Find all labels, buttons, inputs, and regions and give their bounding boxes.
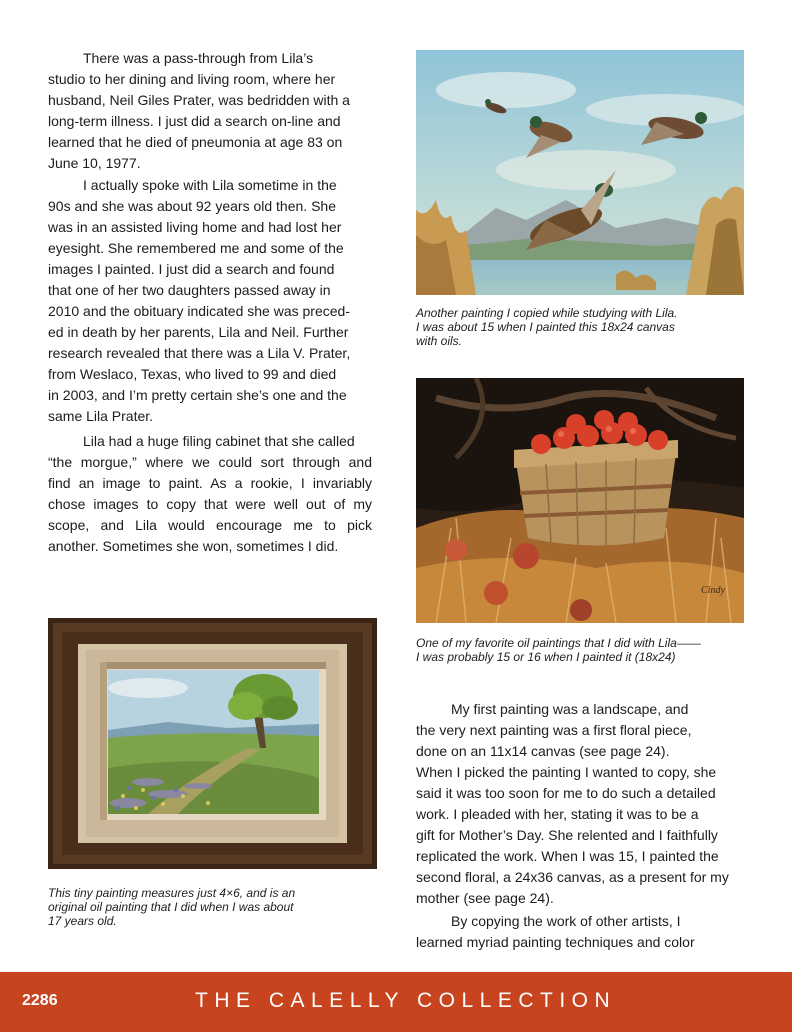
caption-line: This tiny painting measures just 4×6, and is an	[48, 886, 296, 900]
text-line: done on an 11x14 canvas (see page 24).	[416, 743, 670, 759]
caption-line: I was probably 15 or 16 when I painted it (18x24)	[416, 650, 676, 664]
paragraph-lila-studio	[48, 48, 378, 174]
text-line: ed in death by her parents, Lila and Neil. Further	[48, 324, 349, 340]
text-line: studio to her dining and living room, where her	[48, 71, 336, 87]
apple-basket-painting-image	[416, 378, 744, 623]
text-line: replicated the work. When I was 15, I painted the	[416, 848, 719, 864]
text-line: I actually spoke with Lila sometime in the	[83, 177, 337, 193]
text-line: chose images to copy that were well out of my	[48, 496, 372, 512]
footer-bar	[0, 972, 792, 1032]
text-line: the very next painting was a first floral piece,	[416, 722, 692, 738]
text-line: images I painted. I just did a search and found	[48, 261, 335, 277]
text-line: was in an assisted living home and had lost her	[48, 219, 342, 235]
text-line: When I picked the painting I wanted to copy, she	[416, 764, 717, 780]
text-line: said it was too soon for me to do such a detailed	[416, 785, 716, 801]
caption-line: Another painting I copied while studying with Lila.	[416, 306, 678, 320]
text-line: from Weslaco, Texas, who lived to 99 and died	[48, 366, 337, 382]
svg-text:Cindy: Cindy	[701, 585, 725, 596]
text-line: June 10, 1977.	[48, 155, 141, 171]
text-line: second floral, a 24x36 canvas, as a present for my	[416, 869, 729, 885]
page-number: 2286	[22, 992, 58, 1009]
paragraph-spoke-with-lila	[48, 175, 378, 427]
text-line: another. Sometimes she won, sometimes I did.	[48, 538, 339, 554]
text-line: By copying the work of other artists, I	[451, 913, 681, 929]
caption-line: with oils.	[416, 334, 463, 348]
text-line: “the morgue,” where we could sort through and	[48, 454, 372, 470]
text-line: There was a pass-through from Lila’s	[83, 50, 314, 66]
text-line: same Lila Prater.	[48, 408, 154, 424]
text-line: mother (see page 24).	[416, 890, 554, 906]
text-line: gift for Mother’s Day. She relented and I faithfully	[416, 827, 718, 843]
text-line: scope, and Lila would encourage me to pick	[48, 517, 372, 533]
apple-basket-painting-caption	[416, 636, 746, 664]
text-line: 90s and she was about 92 years old then. She	[48, 198, 336, 214]
framed-landscape-painting-image	[48, 618, 377, 869]
framed-painting-caption	[48, 886, 378, 928]
text-line: learned that he died of pneumonia at age 83 on	[48, 134, 343, 150]
collection-title: THE CALELLY COLLECTION	[195, 989, 617, 1012]
text-line: Lila had a huge filing cabinet that she called	[83, 433, 355, 449]
text-line: long-term illness. I just did a search on-line and	[48, 113, 341, 129]
text-line: husband, Neil Giles Prater, was bedridden with a	[48, 92, 350, 108]
text-line: research revealed that there was a Lila V. Prater,	[48, 345, 351, 361]
ducks-painting-image	[416, 50, 744, 295]
caption-line: I was about 15 when I painted this 18x24 canvas	[416, 320, 675, 334]
ducks-painting-caption	[416, 306, 746, 348]
paragraph-first-painting	[416, 699, 756, 909]
caption-line: original oil painting that I did when I was about	[48, 900, 294, 914]
text-line: in 2003, and I’m pretty certain she’s one and the	[48, 387, 347, 403]
caption-line: One of my favorite oil paintings that I did with Lila——	[416, 636, 701, 650]
text-line: My first painting was a landscape, and	[451, 701, 689, 717]
paragraph-copying-artists	[416, 911, 756, 953]
text-line: work. I pleaded with her, stating it was to be a	[416, 806, 699, 822]
text-line: 2010 and the obituary indicated she was preced-	[48, 303, 350, 319]
caption-line: 17 years old.	[48, 914, 117, 928]
text-line: that one of her two daughters passed away in	[48, 282, 331, 298]
paragraph-the-morgue	[48, 431, 372, 557]
text-line: eyesight. She remembered me and some of the	[48, 240, 344, 256]
text-line: learned myriad painting techniques and color	[416, 934, 695, 950]
text-line: find an image to paint. As a rookie, I invariably	[48, 475, 372, 491]
